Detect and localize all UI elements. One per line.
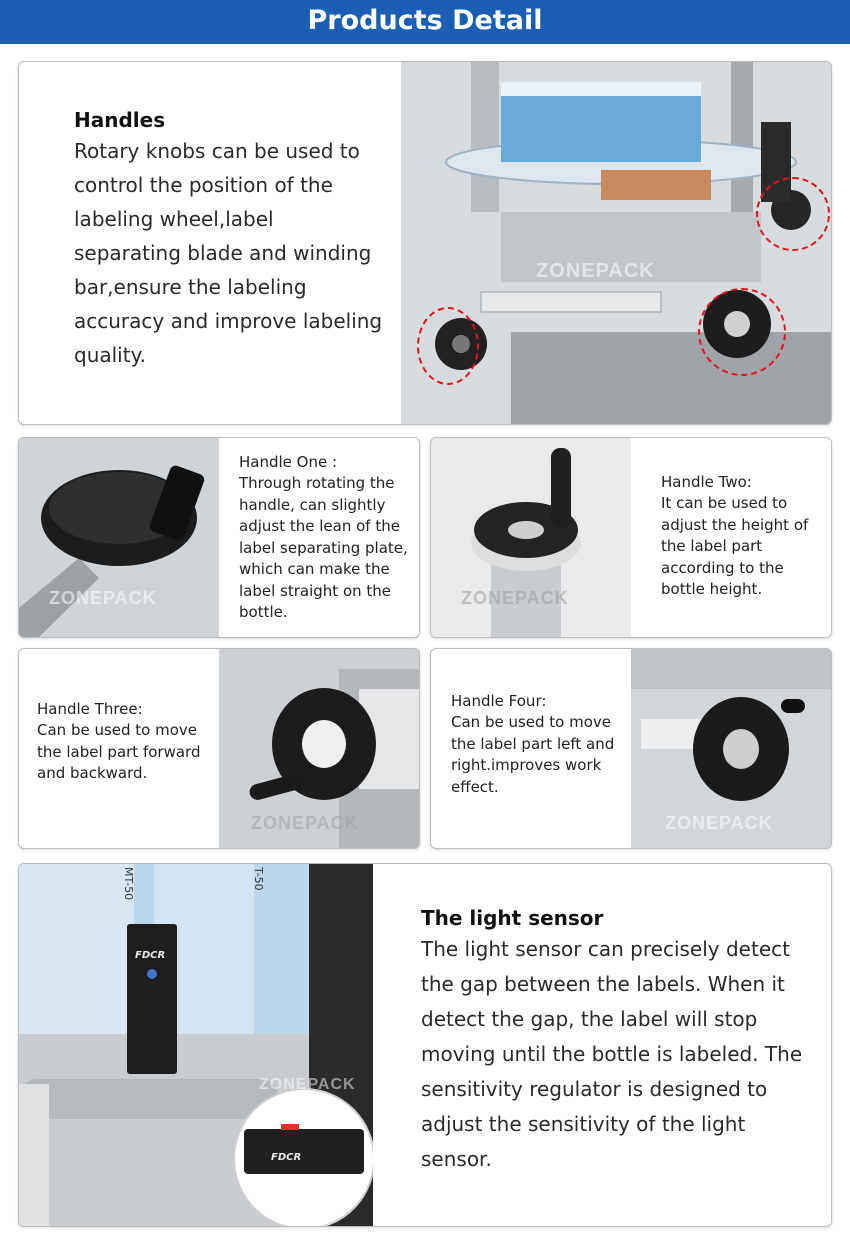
handle-one-photo: [19, 438, 219, 637]
watermark: ZONEPACK: [536, 260, 655, 282]
light-sensor-photo: [19, 864, 373, 1226]
page-title: Products Detail: [307, 5, 543, 36]
handle-two-card: [430, 437, 832, 638]
label-model-2: T-50: [252, 867, 265, 891]
handles-text: [74, 108, 384, 372]
handle-three-photo: [219, 649, 419, 848]
light-sensor-title: The light sensor: [421, 906, 604, 930]
sensor-illustration: [19, 864, 373, 1226]
handle-one-title: Handle One :: [239, 453, 338, 471]
highlight-handle-left: [417, 307, 479, 385]
handle-two-photo: [431, 438, 631, 637]
light-sensor-text: [421, 906, 816, 1177]
handle-two-title: Handle Two:: [661, 473, 752, 491]
label-model-1: MT-50: [122, 867, 135, 901]
amplifier-brand-label: FDCR: [271, 1152, 302, 1163]
handle-four-photo: [631, 649, 831, 848]
handle-two-text: [661, 472, 821, 601]
handle-one-text: [239, 452, 411, 624]
handles-title: Handles: [74, 108, 166, 132]
handles-machine-photo: [401, 62, 831, 424]
handles-card: [18, 61, 832, 425]
handle-three-title: Handle Three:: [37, 700, 143, 718]
handle-four-body: Can be used to move the label part left and right.improves work effect.: [451, 713, 615, 796]
handle-three-text: [37, 699, 217, 785]
watermark: ZONEPACK: [251, 813, 359, 833]
sensor-brand-label: FDCR: [135, 950, 166, 961]
watermark: ZONEPACK: [49, 588, 157, 608]
light-sensor-card: [18, 863, 832, 1227]
watermark: ZONEPACK: [259, 1076, 356, 1093]
handle-one-body: Through rotating the handle, can slightly adjust the lean of the label separating plate, which can make the label straight on the bottle.: [239, 474, 408, 621]
handles-body: Rotary knobs can be used to control the position of the labeling wheel,label separating blade and winding bar,ensure the labeling accuracy and improve labeling quality.: [74, 139, 383, 367]
watermark: ZONEPACK: [665, 813, 773, 833]
handle-four-text: [451, 691, 631, 798]
handle-four-title: Handle Four:: [451, 692, 547, 710]
highlight-handle-right: [698, 288, 786, 376]
handle-three-body: Can be used to move the label part forward and backward.: [37, 721, 201, 782]
watermark: ZONEPACK: [461, 588, 569, 608]
light-sensor-body: The light sensor can precisely detect the gap between the labels. When it detect the gap, the label will stop moving until the bottle is labeled. The sensitivity regulator is designed to adjust the sensitivity of the light sensor.: [421, 937, 803, 1171]
handle-four-card: [430, 648, 832, 849]
handle-two-body: It can be used to adjust the height of the label part according to the bottle height.: [661, 494, 809, 598]
highlight-handle-top: [756, 177, 830, 251]
handle-one-card: [18, 437, 420, 638]
handle-three-card: [18, 648, 420, 849]
page-header: [0, 0, 850, 44]
